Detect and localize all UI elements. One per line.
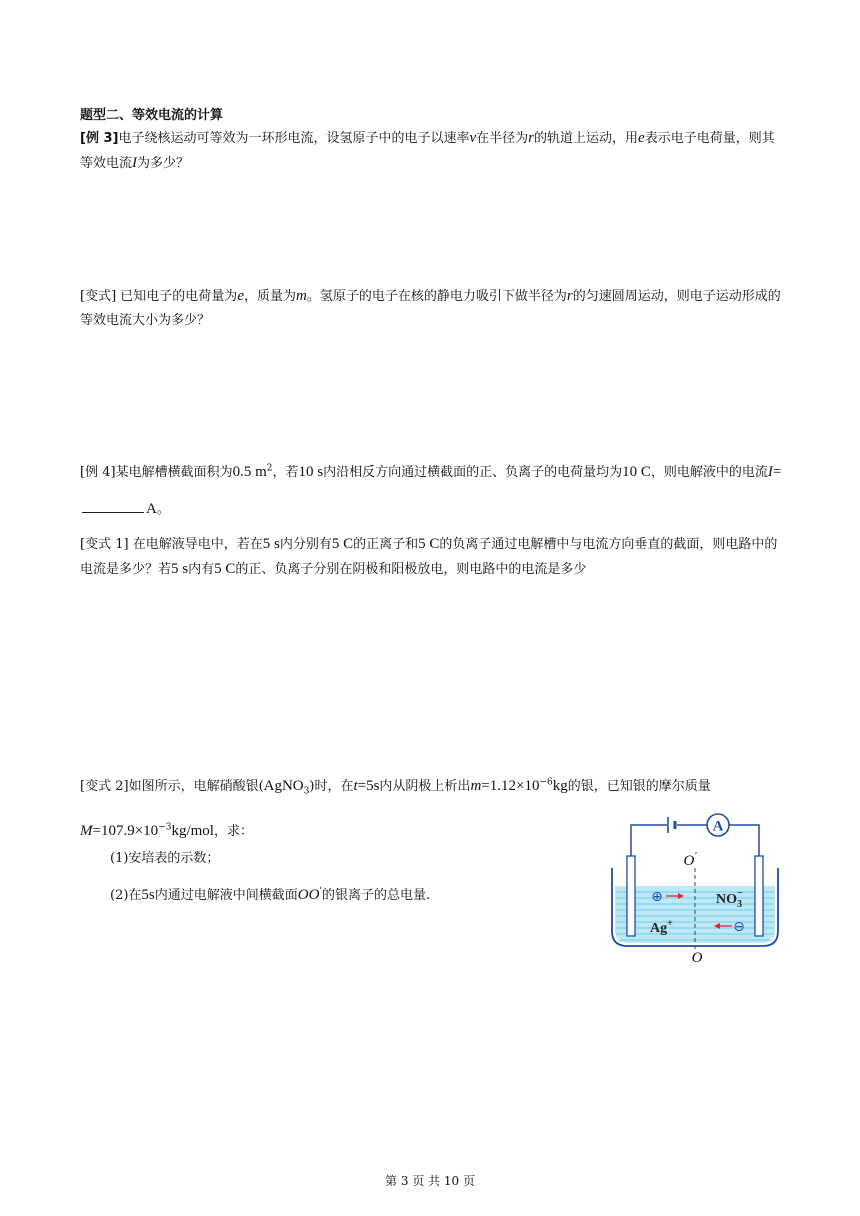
molar-mass-exponent: −3 [158,822,172,833]
example-4 [80,454,785,528]
text: 在半径为 [476,131,529,146]
text: 内分别有 [279,537,332,552]
example-3 [80,126,785,176]
var-m: m [296,288,307,304]
text: )时，在 [309,779,354,794]
text: 的正离子和 [353,537,419,552]
variant-1-label: [变式 1] [80,537,129,552]
text: 内从阴极上析出 [379,779,471,794]
value: 5 C [331,536,354,552]
text: 的银，已知银的摩尔质量 [567,779,711,794]
text: ，求： [213,824,253,839]
var-t: t [353,778,358,794]
charge-value: 10 C [622,464,651,480]
text: 的负离子通过电解槽中与电流方向垂直的截面，则电路中的电流是多少？若 [80,537,778,577]
molar-mass-value: =107.9×10 [92,823,159,839]
right-electrode [755,856,763,936]
text: 电子绕核运动可等效为一环形电流，设氢原子中的电子以速率 [118,131,470,146]
text: 的银离子的总电量. [321,888,431,903]
equals-sign: = [772,464,782,480]
text: 表示电子电荷量，则其等效电流 [80,131,775,171]
text: ，质量为 [243,289,296,304]
value: 5 C [214,561,236,577]
var-i: I [767,464,773,480]
o-label: O [691,950,703,966]
text: ，则电解液中的电流 [650,465,768,480]
variant-1 [80,532,785,582]
molar-mass-unit: kg/mol [171,823,214,839]
o-prime-label: O′ [683,851,697,869]
text: 某电解槽横截面积为 [115,465,233,480]
text: 的匀速圆周运动，则电子运动形成的等效电流大小为多少？ [80,289,781,328]
text: 已知电子的电荷量为 [120,289,238,304]
value: 5 s [171,561,189,577]
text: ，若 [272,465,299,480]
var-i: I [132,155,138,171]
var-e: e [638,130,645,146]
circuit-wire-left [631,825,667,856]
var-oo: OO [297,887,320,903]
circuit-wire-right [729,825,759,856]
example-4-label: [例 4] [80,465,116,480]
answer-blank [82,498,144,513]
var-r: r [528,130,535,146]
var-v: v [469,130,477,146]
time-value: 5s [141,887,155,903]
electrolysis-diagram [600,810,790,970]
var-M: M [80,823,93,839]
ammeter-label: A [712,818,724,835]
area-exponent: 2 [266,463,273,474]
section-title: 题型二、等效电流的计算 [80,108,224,123]
variant-label: [变式] [80,289,117,304]
variant-problem [80,284,785,333]
agno3-subscript: 3 [303,786,310,797]
value: 5 C [418,536,440,552]
negative-ion-icon: ⊖ [733,919,745,935]
agno3-formula: AgNO [263,778,304,794]
nitrate-ion-label: $NO_3-$ [716,888,743,910]
variant-2-label: [变式 2] [80,779,129,794]
text: 内有 [188,562,215,577]
text: 内通过电解液中间横截面 [154,888,298,903]
time-value: =5s [357,778,380,794]
silver-ion-label: Ag+ [650,918,673,936]
prime-mark: ' [319,886,322,897]
var-r: r [566,288,573,304]
text: 为多少？ [137,156,190,171]
var-m: m [470,778,482,794]
left-electrode [627,856,635,936]
time-value: 10 s [298,464,324,480]
mass-value: =1.12×10 [481,778,540,794]
value: 5 s [262,536,280,552]
text: 的正、负离子分别在阴极和阳极放电，则电路中的电流是多少 [235,562,587,577]
sub-question-2 [110,884,430,907]
var-e: e [237,288,244,304]
area-value: 0.5 m [232,464,267,480]
sub-question-1: (1)安培表的示数； [110,851,220,866]
text: 如图所示，电解硝酸银( [128,779,264,794]
unit-ampere: A [146,501,157,517]
text: 。 [156,502,170,517]
mass-unit: kg [552,778,568,794]
text: (2)在 [110,888,142,903]
text: 在电解液导电中，若在 [132,537,263,552]
mass-exponent: −6 [539,777,553,788]
page-footer: 第 3 页 共 10 页 [385,1174,475,1188]
example-3-label: [例 3] [80,131,119,146]
text: 的轨道上运动，用 [534,131,639,146]
positive-ion-icon: ⊕ [651,889,663,905]
text: 。氢原子的电子在核的静电力吸引下做半径为 [306,289,567,304]
text: 内沿相反方向通过横截面的正、负离子的电荷量均为 [323,465,623,480]
